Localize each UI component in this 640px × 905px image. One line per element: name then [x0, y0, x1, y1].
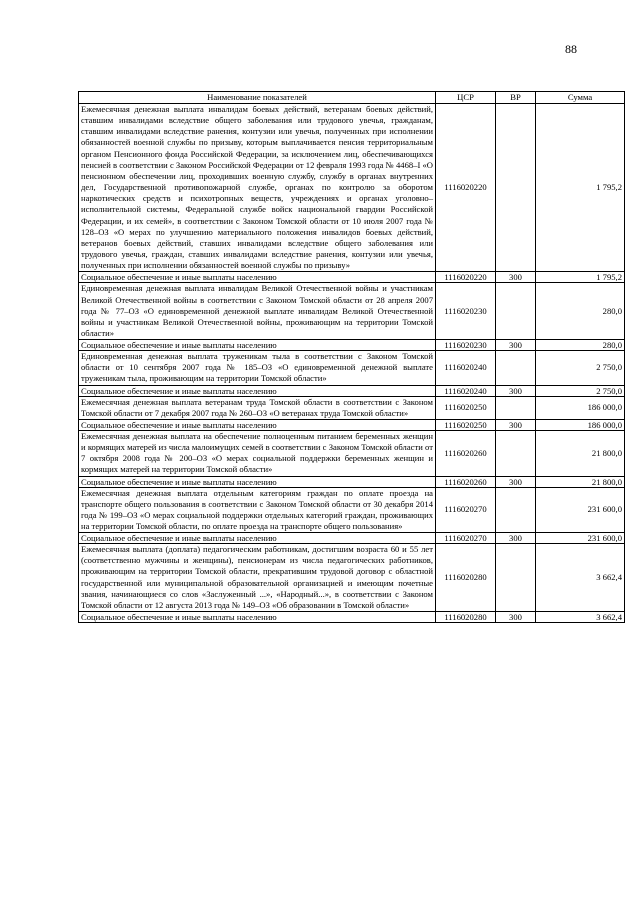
table-row — [79, 430, 625, 476]
row-name: Социальное обеспечение и иные выплаты населению — [79, 385, 436, 396]
row-sum: 3 662,4 — [536, 544, 625, 612]
row-csr: 1116020280 — [436, 612, 496, 623]
row-csr: 1116020250 — [436, 419, 496, 430]
row-name: Социальное обеспечение и иные выплаты населению — [79, 272, 436, 283]
row-csr: 1116020220 — [436, 104, 496, 272]
row-name: Социальное обеспечение и иные выплаты населению — [79, 533, 436, 544]
table-row — [79, 272, 625, 283]
table-row — [79, 612, 625, 623]
row-vr — [496, 430, 536, 476]
row-sum: 1 795,2 — [536, 272, 625, 283]
row-csr: 1116020240 — [436, 385, 496, 396]
table-row — [79, 104, 625, 272]
row-csr: 1116020270 — [436, 533, 496, 544]
row-vr — [496, 283, 536, 340]
row-sum: 186 000,0 — [536, 419, 625, 430]
table-row — [79, 487, 625, 533]
row-vr — [496, 396, 536, 419]
row-vr: 300 — [496, 476, 536, 487]
row-sum: 280,0 — [536, 283, 625, 340]
table-row — [79, 419, 625, 430]
row-sum: 186 000,0 — [536, 396, 625, 419]
row-name: Ежемесячная выплата (доплата) педагогическим работникам, достигшим возраста 60 и 55 лет (соответственно мужчины и женщины), пенсионерам из числа педагогических работников, проживающим на территории Томской области, прекратившим трудовой договор с областной государственной или муниципальной образовательной организацией и имеющим почетные звания, начинающиеся со слов «Заслуженный ...», «Народный...», в соответствии с Законом Томской области от 12 августа 2013 года № 149–ОЗ «Об образовании в Томской области» — [79, 544, 436, 612]
row-name: Ежемесячная денежная выплата отдельным категориям граждан по оплате проезда на транспорте общего пользования в соответствии с Законом Томской области от 30 декабря 2014 года № 199–ОЗ «О мерах социальной поддержки отдельных категорий граждан, проживающих на территории Томской области, по оплате проезда на транспорте общего пользования» — [79, 487, 436, 533]
row-vr: 300 — [496, 533, 536, 544]
row-sum: 231 600,0 — [536, 487, 625, 533]
row-csr: 1116020230 — [436, 283, 496, 340]
table-row — [79, 385, 625, 396]
row-csr: 1116020230 — [436, 340, 496, 351]
row-csr: 1116020220 — [436, 272, 496, 283]
row-name: Ежемесячная денежная выплата инвалидам боевых действий, ветеранам боевых действий, ставшим инвалидами вследствие общего заболевания или трудового увечья, гражданам, ставшим инвалидами вследствие ранения, контузии или увечья, полученных при исполнении обязанностей военной службы по призыву, которым выплачивается пенсия территориальным органом Пенсионного фонда Российской Федерации, за исключением лиц, обеспечивающихся пенсией в соответствии с Законом Российской Федерации от 12 февраля 1993 года № 4468–I «О пенсионном обеспечении лиц, проходивших военную службу, службу в органах внутренних дел, Государственной противопожарной службе, органах по контролю за оборотом наркотических средств и психотропных веществ, учреждениях и органах уголовно–исполнительной системы, Федеральной службе войск национальной гвардии Российской Федерации, и их семей», в соответствии с Законом Томской области от 10 июля 2007 года № 128–ОЗ «О мерах по улучшению материального положения инвалидов боевых действий, ветеранов боевых действий, ставших инвалидами вследствие общего заболевания или трудового увечья, граждан, ставших инвалидами вследствие ранения, контузии или увечья, полученных при исполнении обязанностей военной службы по призыву» — [79, 104, 436, 272]
row-name: Социальное обеспечение и иные выплаты населению — [79, 476, 436, 487]
row-vr — [496, 487, 536, 533]
row-vr: 300 — [496, 385, 536, 396]
table-row — [79, 476, 625, 487]
table-row — [79, 533, 625, 544]
row-vr: 300 — [496, 272, 536, 283]
page-number: 88 — [565, 42, 577, 56]
header-vr: ВР — [496, 92, 536, 104]
row-vr: 300 — [496, 340, 536, 351]
row-vr: 300 — [496, 612, 536, 623]
table-row — [79, 396, 625, 419]
row-sum: 21 800,0 — [536, 430, 625, 476]
row-csr: 1116020260 — [436, 476, 496, 487]
row-sum: 1 795,2 — [536, 104, 625, 272]
header-name: Наименование показателей — [79, 92, 436, 104]
row-vr: 300 — [496, 419, 536, 430]
table-row — [79, 283, 625, 340]
row-csr: 1116020250 — [436, 396, 496, 419]
table-row — [79, 544, 625, 612]
header-sum: Сумма — [536, 92, 625, 104]
row-vr — [496, 351, 536, 385]
row-vr — [496, 544, 536, 612]
row-csr: 1116020240 — [436, 351, 496, 385]
row-vr — [496, 104, 536, 272]
row-csr: 1116020280 — [436, 544, 496, 612]
row-sum: 280,0 — [536, 340, 625, 351]
table-row — [79, 351, 625, 385]
row-sum: 2 750,0 — [536, 385, 625, 396]
row-sum: 2 750,0 — [536, 351, 625, 385]
row-name: Единовременная денежная выплата труженикам тыла в соответствии с Законом Томской области от 10 сентября 2007 года № 185–ОЗ «О единовременной денежной выплате труженикам тыла, проживающим на территории Томской области» — [79, 351, 436, 385]
table-header-row — [79, 92, 625, 104]
budget-table — [78, 91, 625, 623]
table-row — [79, 340, 625, 351]
row-name: Социальное обеспечение и иные выплаты населению — [79, 419, 436, 430]
row-csr: 1116020270 — [436, 487, 496, 533]
row-name: Ежемесячная денежная выплата на обеспечение полноценным питанием беременных женщин и кормящих матерей из числа малоимущих семей в соответствии с Законом Томской области от 7 октября 2008 года № 200–ОЗ «О мерах социальной поддержки беременных женщин и кормящих матерей на территории Томской области» — [79, 430, 436, 476]
header-csr: ЦСР — [436, 92, 496, 104]
row-sum: 231 600,0 — [536, 533, 625, 544]
row-name: Ежемесячная денежная выплата ветеранам труда Томской области в соответствии с Законом Томской области от 7 декабря 2007 года № 260–ОЗ «О ветеранах труда Томской области» — [79, 396, 436, 419]
row-name: Социальное обеспечение и иные выплаты населению — [79, 340, 436, 351]
row-sum: 3 662,4 — [536, 612, 625, 623]
row-csr: 1116020260 — [436, 430, 496, 476]
row-name: Единовременная денежная выплата инвалидам Великой Отечественной войны и участникам Великой Отечественной войны в соответствии с Законом Томской области от 28 апреля 2007 года № 77–ОЗ «О единовременной денежной выплате инвалидам Великой Отечественной войны и участникам Великой Отечественной войны, проживающим на территории Томской области» — [79, 283, 436, 340]
row-name: Социальное обеспечение и иные выплаты населению — [79, 612, 436, 623]
row-sum: 21 800,0 — [536, 476, 625, 487]
